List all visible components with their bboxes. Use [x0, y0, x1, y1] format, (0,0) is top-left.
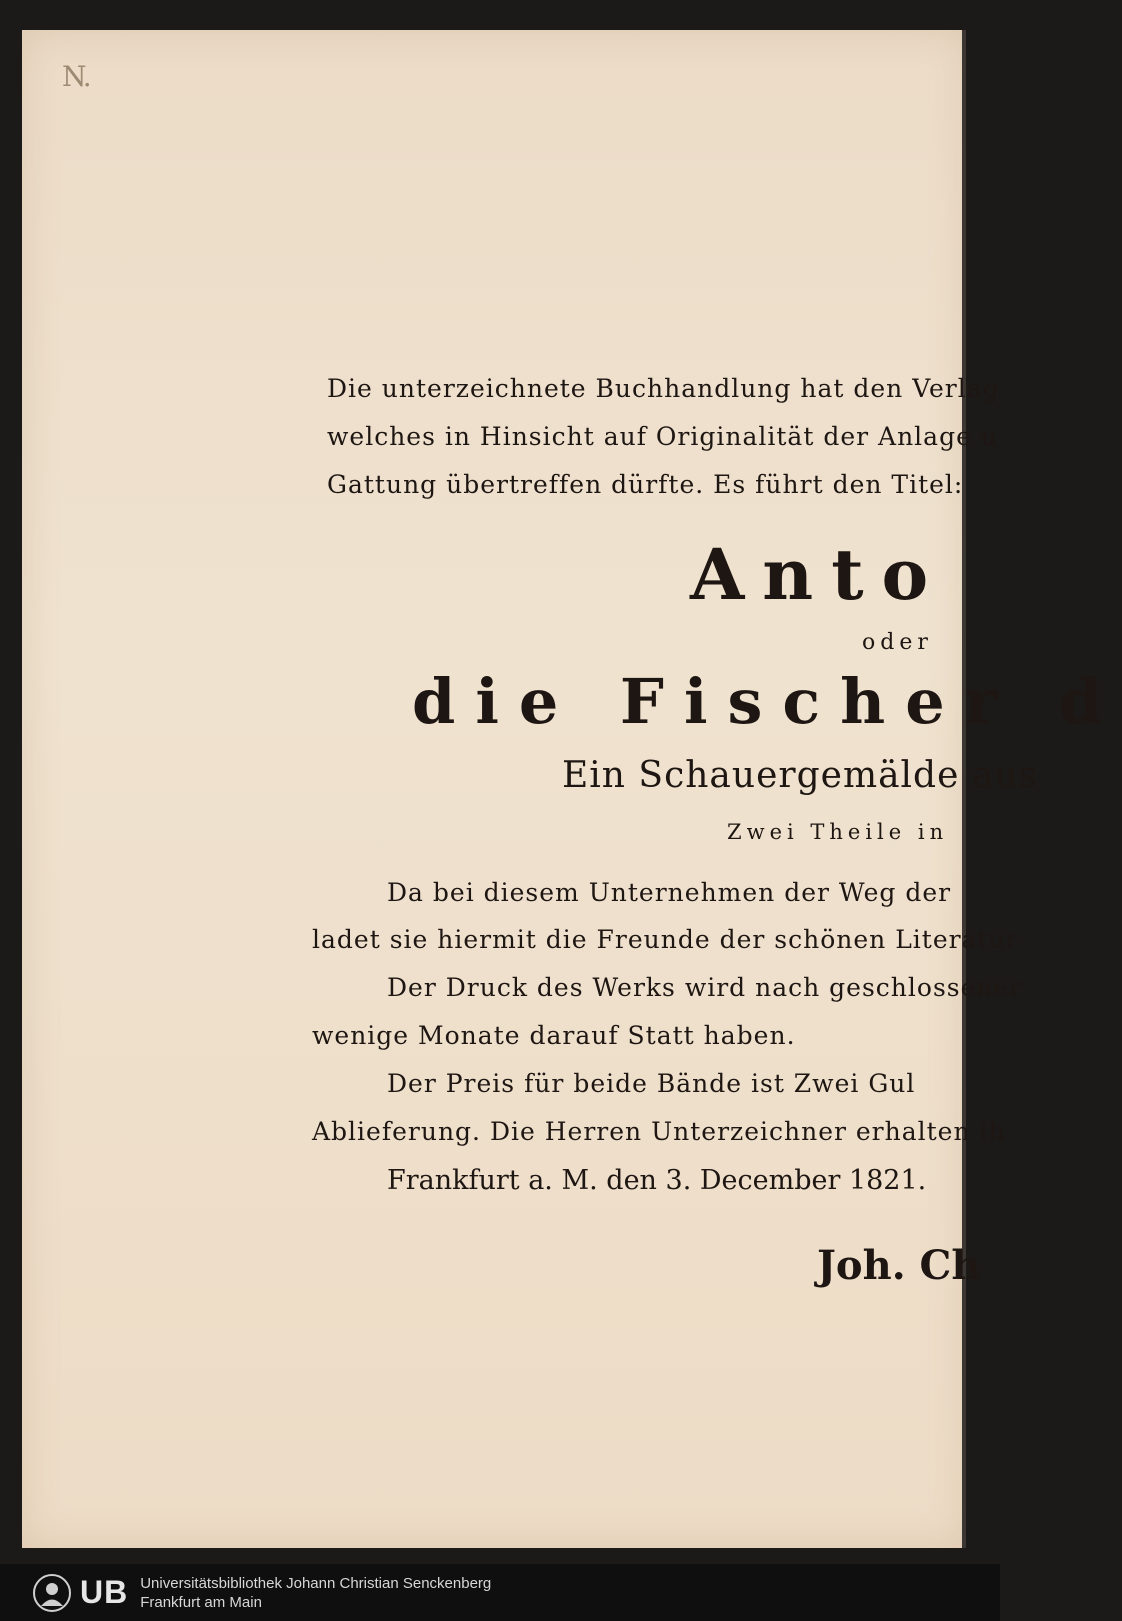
- date-line: Frankfurt a. M. den 3. December 1821.: [387, 1165, 927, 1196]
- paragraph-line-3: Der Druck des Werks wird nach geschlossener: [387, 973, 1023, 1002]
- paragraph-line-4: wenige Monate darauf Statt haben.: [312, 1021, 796, 1050]
- archive-mark: N.: [62, 60, 90, 93]
- title-connector: oder: [862, 630, 933, 655]
- paragraph-line-5: Der Preis für beide Bände ist Zwei Gul: [387, 1069, 916, 1098]
- library-name-line-2: Frankfurt am Main: [140, 1593, 262, 1611]
- book-genre: Ein Schauergemälde aus: [562, 755, 1038, 796]
- intro-line-1: Die unterzeichnete Buchhandlung hat den Verlag: [327, 374, 1000, 403]
- document-page: [22, 30, 1122, 1548]
- library-name-line-1: Universitätsbibliothek Johann Christian Senckenberg: [140, 1574, 492, 1592]
- paragraph-line-1: Da bei diesem Unternehmen der Weg der: [387, 878, 952, 907]
- paragraph-line-2: ladet sie hiermit die Freunde der schönen Literatur: [312, 925, 1019, 954]
- book-title: Anto: [690, 533, 947, 616]
- book-subtitle: die Fischer d: [412, 665, 1122, 738]
- library-footer: [0, 1564, 1000, 1621]
- library-logo-text: UB: [80, 1574, 129, 1610]
- library-name: [140, 1574, 491, 1612]
- intro-line-3: Gattung übertreffen dürfte. Es führt den Titel:: [327, 470, 964, 499]
- book-parts: Zwei Theile in: [727, 820, 949, 844]
- intro-line-2: welches in Hinsicht auf Originalität der Anlage u: [327, 422, 998, 451]
- publisher-signature: Joh. Ch: [817, 1242, 981, 1289]
- paragraph-line-6: Ablieferung. Die Herren Unterzeichner erhalten ih: [312, 1117, 1006, 1146]
- library-seal-icon: [28, 1571, 76, 1615]
